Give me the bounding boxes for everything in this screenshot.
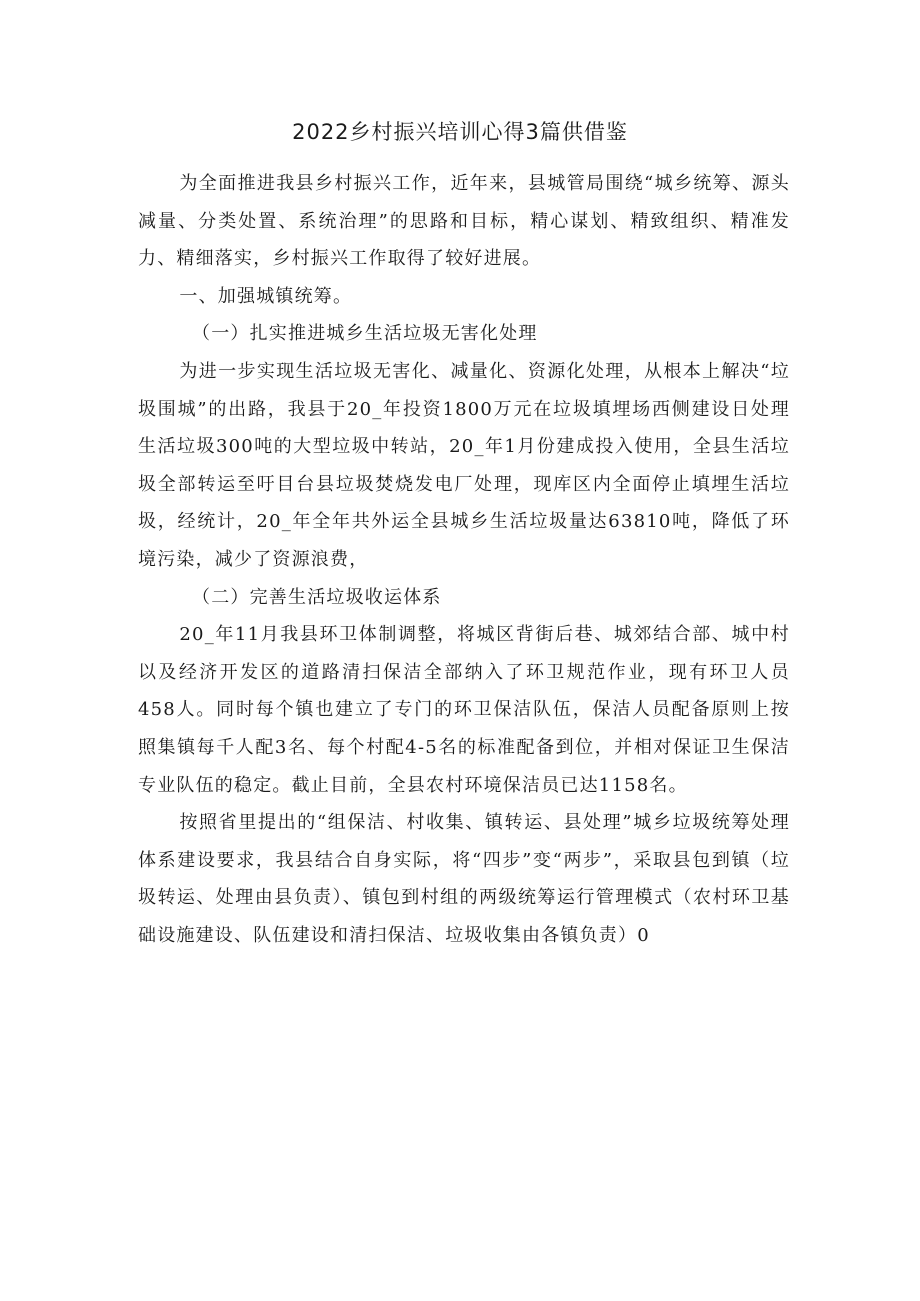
- section-heading-1: 一、加强城镇统筹。: [179, 285, 353, 307]
- paragraph-intro: 为全面推进我县乡村振兴工作，近年来，县城管局围绕“城乡统筹、源头减量、分类处置、系统治理”的思路和目标，精心谋划、精致组织、精准发力、精细落实，乡村振兴工作取得了较好进展。: [138, 173, 790, 270]
- subsection-heading-1: （一）扎实推进城乡生活垃圾无害化处理: [192, 323, 538, 345]
- document-title: 2022乡村振兴培训心得3篇供借鉴: [292, 120, 628, 144]
- subsection-heading-2: （二）完善生活垃圾收运体系: [192, 586, 442, 608]
- document-body: [138, 165, 790, 954]
- paragraph-waste-treatment: 为进一步实现生活垃圾无害化、减量化、资源化处理，从根本上解决“垃圾围城”的出路，我县于20_年投资1800万元在垃圾填埋场西侧建设日处理生活垃圾300吨的大型垃圾中转站，20_年1月份建成投入使用，全县生活垃圾全部转运至吁目台县垃圾焚烧发电厂处理，现库区内全面停止填埋生活垃圾，经统计，20_年全年共外运全县城乡生活垃圾量达63810吨，降低了环境污染，减少了资源浪费，: [138, 360, 790, 570]
- paragraph-provincial-requirements: 按照省里提出的“组保洁、村收集、镇转运、县处理”城乡垃圾统筹处理体系建设要求，我县结合自身实际，将“四步”变“两步”，采取县包到镇（垃圾转运、处理由县负责）、镇包到村组的两级统筹运行管理模式（农村环卫基础设施建设、队伍建设和清扫保洁、垃圾收集由各镇负责）0: [138, 812, 790, 946]
- paragraph-sanitation-system: 20_年11月我县环卫体制调整，将城区背街后巷、城郊结合部、城中村以及经济开发区的道路清扫保洁全部纳入了环卫规范作业，现有环卫人员458人。同时每个镇也建立了专门的环卫保洁队伍，保洁人员配备原则上按照集镇每千人配3名、每个村配4-5名的标准配备到位，并相对保证卫生保洁专业队伍的稳定。截止目前，全县农村环境保洁员已达1158名。: [138, 624, 790, 796]
